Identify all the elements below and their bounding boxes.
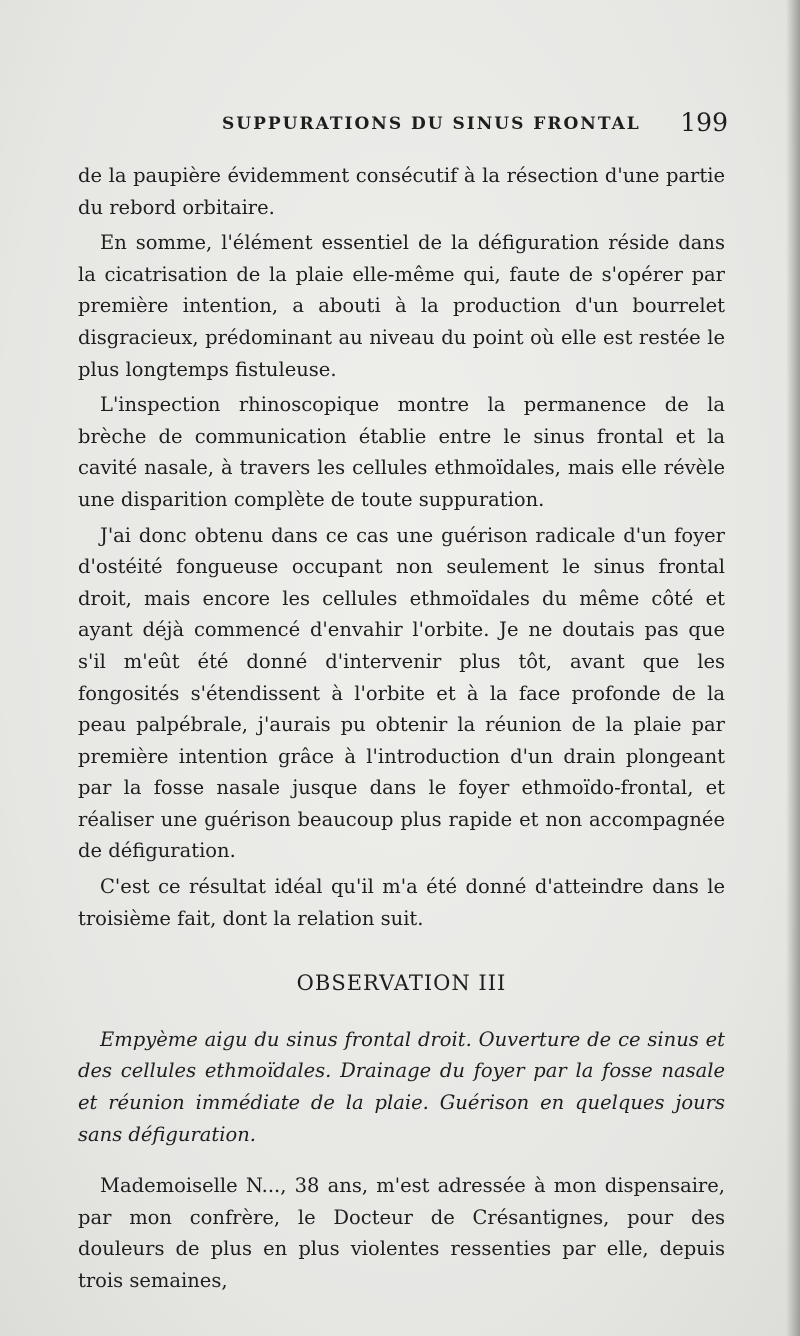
observation-opening: Mademoiselle N..., 38 ans, m'est adressée à mon dispensaire, par mon confrère, le Docteur de Crésantignes, pour des douleurs de plus en plus violentes ressenties par elle, depuis trois semaines, <box>78 1174 725 1292</box>
body-text <box>78 160 725 1297</box>
page-header <box>78 108 728 142</box>
page-edge-shadow <box>786 0 800 1336</box>
paragraph-continuation: de la paupière évidemment consécutif à la résection d'une partie du rebord orbitaire. <box>78 164 725 219</box>
paragraph-resultat: C'est ce résultat idéal qu'il m'a été donné d'atteindre dans le troisième fait, dont la relation suit. <box>78 875 725 930</box>
page-number: 199 <box>680 108 728 137</box>
observation-title: OBSERVATION III <box>296 971 507 996</box>
paragraph-guerison: J'ai donc obtenu dans ce cas une guérison radicale d'un foyer d'ostéité fongueuse occupant non seulement le sinus frontal droit, mais encore les cellules ethmoïdales du même côté et ayant déjà commencé d'envahir l'orbite. Je ne doutais pas que s'il m'eût été donné d'intervenir plus tôt, avant que les fongosités s'étendissent à l'orbite et à la face profonde de la peau palpébrale, j'aurais pu obtenir la réunion de la plaie par première intention grâce à l'introduction d'un drain plongeant par la fosse nasale jusque dans le foyer ethmoïdo-frontal, et réaliser une guérison beaucoup plus rapide et non accompagnée de défiguration. <box>78 523 725 863</box>
paragraph-defiguration: En somme, l'élément essentiel de la défiguration réside dans la cicatrisation de la plaie elle-même qui, faute de s'opérer par première intention, a abouti à la production d'un bourrelet disgracieux, prédominant au niveau du point où elle est restée le plus longtemps fistuleuse. <box>78 231 725 381</box>
observation-summary: Empyème aigu du sinus frontal droit. Ouverture de ce sinus et des cellules ethmoïdales. Drainage du foyer par la fosse nasale et réunion immédiate de la plaie. Guérison en quelques jours sans défiguration. <box>78 1027 725 1146</box>
paragraph-inspection: L'inspection rhinoscopique montre la permanence de la brèche de communication établie entre le sinus frontal et la cavité nasale, à travers les cellules ethmoïdales, mais elle révèle une disparition complète de toute suppuration. <box>78 393 725 511</box>
running-title: SUPPURATIONS DU SINUS FRONTAL <box>222 114 641 134</box>
